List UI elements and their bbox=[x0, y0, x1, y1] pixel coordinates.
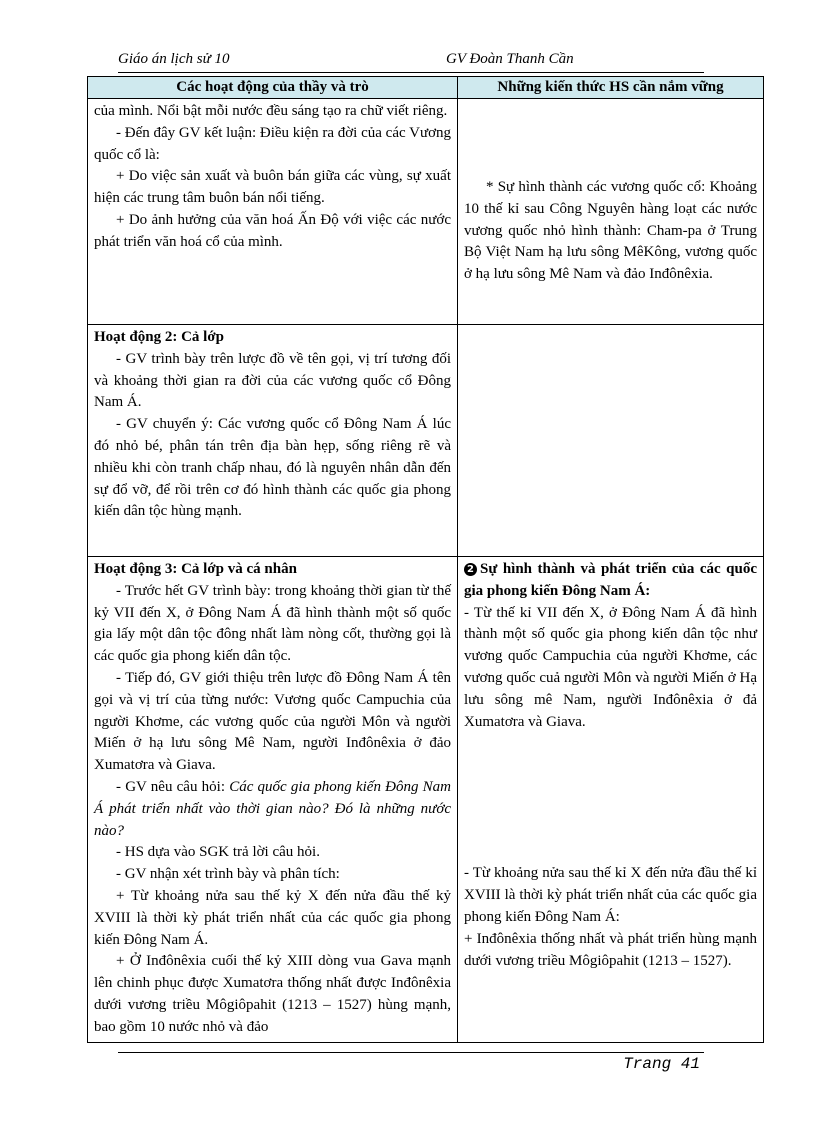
row3-text: + Ở Inđônêxia cuối thế kỷ XIII dòng vua Gava mạnh lên chinh phục được Xumatơra thống nhất được Inđônêxia dưới vương triều Môgiôpahit (1213 – 1527) hùng mạnh, bao gồm 10 nước nhỏ và đảo bbox=[94, 953, 451, 1035]
row1-text: + Do việc sản xuất và buôn bán giữa các vùng, sự xuất hiện các trung tâm buôn bán nổi tiếng. bbox=[94, 168, 451, 207]
section-title-text: Sự hình thành và phát triển của các quốc gia phong kiến Đông Nam Á: bbox=[464, 561, 757, 599]
header-teacher: GV Đoàn Thanh Cần bbox=[446, 51, 574, 67]
row3-text: + Từ khoảng nửa sau thế kỷ X đến nửa đầu thế kỷ XVIII là thời kỳ phát triển nhất của các quốc gia phong kiến Đông Nam Á. bbox=[94, 887, 451, 948]
table-row bbox=[88, 99, 764, 325]
row3-knowledge: - Từ thế kỉ VII đến X, ở Đông Nam Á đã hình thành một số quốc gia phong kiến dân tộc như vương quốc Campuchia của người Khơme, các vương quốc cuả người Môn và người Miến ở Hạ lưu sông mê Nam, người Inđônêxia ở đả Xumatơra và Giava. bbox=[464, 604, 757, 730]
activity-title: Hoạt động 3: Cả lớp và cá nhân bbox=[94, 561, 297, 577]
table-row bbox=[88, 325, 764, 557]
row3-text: - Trước hết GV trình bày: trong khoảng thời gian từ thế kỷ VII đến X, ở Đông Nam Á đã hình thành một số quốc gia lấy một dân tộc đông nhất làm nòng cốt, thường gọi là các quốc gia phong kiến dân tộc. bbox=[94, 582, 451, 665]
row3-right-cell bbox=[458, 557, 764, 1043]
page-number: Trang 41 bbox=[623, 1055, 700, 1073]
lesson-table bbox=[87, 76, 764, 1043]
page-footer bbox=[118, 1052, 704, 1073]
column-header-knowledge: Những kiến thức HS cần nắm vững bbox=[458, 77, 764, 99]
column-header-activities: Các hoạt động của thầy và trò bbox=[88, 77, 458, 99]
table-row bbox=[88, 557, 764, 1043]
row2-text: - GV trình bày trên lược đồ về tên gọi, vị trí tương đối và khoảng thời gian ra đời của các vương quốc cổ Đông Nam Á. bbox=[94, 350, 451, 411]
row1-left-cell bbox=[88, 99, 458, 325]
row1-right-cell bbox=[458, 99, 764, 325]
row1-knowledge: * Sự hình thành các vương quốc cổ: Khoảng 10 thế kỉ sau Công Nguyên hàng loạt các nước vương quốc nhỏ hình thành: Cham-pa ở Trung Bộ Việt Nam hạ lưu sông MêKông, vương quốc ở hạ lưu sông Mê Nam và đảo Inđônêxia. bbox=[464, 179, 757, 283]
row3-knowledge: - Từ khoảng nửa sau thế kỉ X đến nửa đầu thế kỉ XVIII là thời kỳ phát triển nhất của các quốc gia phong kiến Đông Nam Á: bbox=[464, 865, 757, 925]
page-header bbox=[118, 50, 704, 73]
row1-text: của mình. Nổi bật mỗi nước đều sáng tạo ra chữ viết riêng. bbox=[94, 103, 448, 119]
row3-question bbox=[94, 777, 451, 842]
section-title bbox=[464, 559, 757, 603]
row2-left-cell bbox=[88, 325, 458, 557]
row2-text: - GV chuyển ý: Các vương quốc cổ Đông Nam Á lúc đó nhỏ bé, phân tán trên địa bàn hẹp, sống riêng rẽ và nhiều khi còn tranh chấp nhau, đó là nguyên nhân dẫn đến sự đổ vỡ, để rồi trên cơ đó hình thành các quốc gia phong kiến dân tộc hùng mạnh. bbox=[94, 416, 451, 520]
row3-text: - HS dựa vào SGK trả lời câu hỏi. bbox=[116, 844, 320, 861]
row3-text: - GV nhận xét trình bày và phân tích: bbox=[116, 866, 340, 883]
row1-text: + Do ảnh hưởng của văn hoá Ấn Độ với việc các nước phát triển văn hoá cổ của mình. bbox=[94, 211, 451, 250]
row1-text: - Đến đây GV kết luận: Điều kiện ra đời của các Vương quốc cổ là: bbox=[94, 124, 452, 163]
row3-left-cell bbox=[88, 557, 458, 1043]
number-2-icon: 2 bbox=[464, 563, 477, 576]
question-text: Các quốc gia phong kiến Đông Nam Á phát triển nhất vào thời gian nào? Đó là những nước nào? bbox=[94, 778, 452, 839]
row2-right-cell bbox=[458, 325, 764, 557]
question-prefix: - GV nêu câu hỏi: bbox=[116, 778, 230, 795]
activity-title: Hoạt động 2: Cả lớp bbox=[94, 329, 224, 345]
row3-text: - Tiếp đó, GV giới thiệu trên lược đồ Đông Nam Á tên gọi và vị trí của từng nước: Vương quốc Campuchia của người Khơme, các vương quốc của người Môn và người Miến ở hạ lưu sông Mê Nam, người Inđônêxia ở đảo Xumatơra và Giava. bbox=[94, 669, 451, 774]
row3-knowledge: + Inđônêxia thống nhất và phát triển hùng mạnh dưới vương triều Môgiôpahit (1213 – 1527). bbox=[464, 930, 757, 969]
header-subject: Giáo án lịch sử 10 bbox=[118, 51, 230, 67]
